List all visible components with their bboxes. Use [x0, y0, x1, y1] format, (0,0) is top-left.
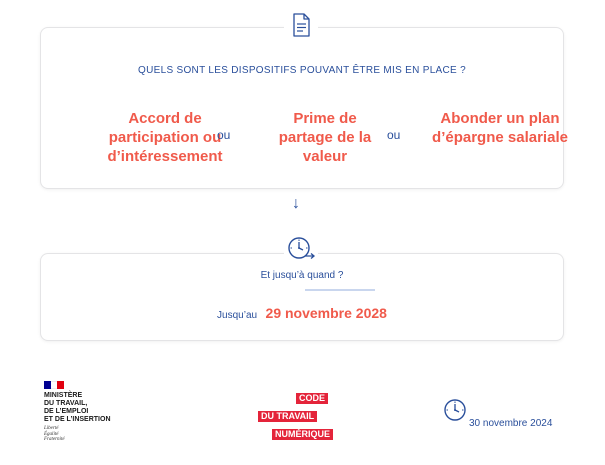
down-arrow-icon: ↓	[292, 195, 300, 212]
french-flag-icon	[44, 381, 64, 389]
option-prime-partage: Prime de partage de la valeur	[278, 110, 372, 165]
options-row	[41, 109, 568, 169]
option-epargne-salariale: Abonder un plan d’épargne salariale	[432, 110, 568, 146]
logo-line: NUMÉRIQUE	[272, 429, 333, 440]
publication-date-text: 30 novembre 2024	[469, 418, 553, 429]
document-icon	[284, 8, 318, 42]
clock-icon	[284, 231, 318, 265]
deadline-prefix: Jusqu’au	[217, 310, 258, 321]
title-underline	[305, 289, 375, 291]
options-card	[40, 27, 568, 189]
deadline-card	[40, 253, 564, 341]
option-participation: Accord de participation ou d’intéressement	[107, 110, 223, 165]
ministry-name: MINISTÈRE DU TRAVAIL, DE L’EMPLOI ET DE L’INSERTION	[44, 392, 111, 423]
logo-line: CODE	[296, 393, 328, 404]
question-title: QUELS SONT LES DISPOSITIFS POUVANT ÊTRE MIS EN PLACE ?	[138, 65, 466, 76]
separator-or: ou	[217, 128, 231, 142]
logo-line: DU TRAVAIL	[258, 411, 317, 422]
ministry-logo	[44, 381, 164, 443]
separator-or: ou	[387, 128, 401, 142]
republic-motto: Liberté Égalité Fraternité	[44, 426, 65, 442]
deadline-title: Et jusqu’à quand ?	[260, 270, 344, 281]
clock-icon	[442, 396, 472, 424]
deadline-date: 29 novembre 2028	[265, 305, 387, 321]
deadline-line	[41, 305, 563, 323]
code-du-travail-logo	[258, 388, 333, 442]
publication-date	[442, 396, 572, 432]
